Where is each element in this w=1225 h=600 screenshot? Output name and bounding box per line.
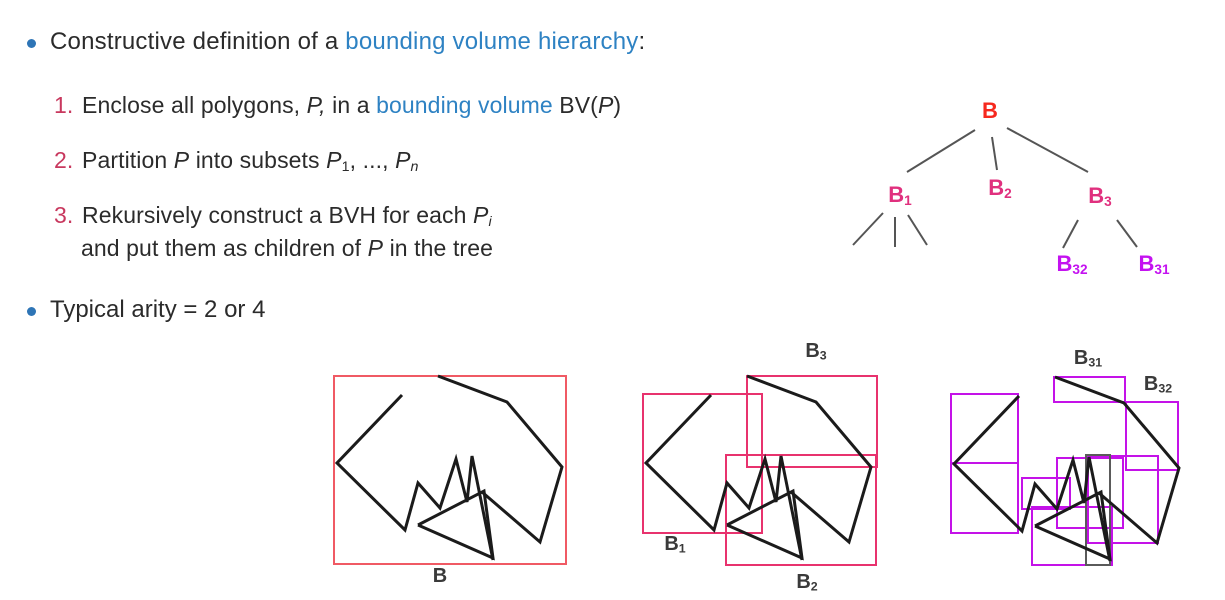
fig2-label-b1: $B_1$ bbox=[664, 533, 686, 556]
tree-node-b2: $B_2$ bbox=[988, 175, 1012, 201]
fig3-bounding-box bbox=[1126, 402, 1178, 470]
tree-edge bbox=[1063, 220, 1078, 248]
intro-highlight: bounding volume hierarchy bbox=[345, 28, 639, 55]
fig3-polygon-outline bbox=[1055, 377, 1179, 543]
fig3-bounding-box bbox=[1032, 507, 1112, 565]
tree-edge bbox=[908, 215, 927, 245]
fig2-polygon-outline bbox=[727, 491, 802, 558]
bullet-icon bbox=[27, 307, 36, 316]
fig3-label-b31: $B_{31}$ bbox=[1073, 347, 1103, 370]
fig3-polygon-outline bbox=[954, 396, 1110, 561]
step-2-number: 2. bbox=[54, 147, 74, 173]
step-2: 2. Partition P into subsets $P_1$, ..., $P_n$ bbox=[54, 147, 419, 176]
fig3-bounding-box bbox=[1057, 458, 1123, 528]
step-1-var-p2: P bbox=[597, 92, 614, 118]
fig1-label-b: B bbox=[432, 565, 448, 587]
fig3-label-b32: $B_{32}$ bbox=[1143, 373, 1173, 396]
tree-node-b3: $B_3$ bbox=[1088, 183, 1112, 209]
step-1-number: 1. bbox=[54, 92, 74, 118]
step-3-line2: and put them as children of P in the tree bbox=[81, 235, 493, 261]
fig3-polygon-outline bbox=[1035, 492, 1110, 559]
tree-edge bbox=[1117, 220, 1137, 247]
fig1-polygon-outline bbox=[337, 395, 493, 560]
step-1-var-p: P, bbox=[306, 92, 326, 118]
step-3: 3. Rekursively construct a BVH for each $P_i$ bbox=[54, 202, 492, 231]
fig2-polygon-outline bbox=[747, 376, 871, 542]
fig3-bounding-box bbox=[1054, 377, 1125, 402]
tree-edge bbox=[853, 213, 883, 245]
fig2-label-b3: $B_3$ bbox=[805, 340, 827, 363]
tree-node-b31: $B_{31}$ bbox=[1138, 251, 1170, 277]
fig3-bounding-box bbox=[951, 463, 1018, 533]
intro-tail: : bbox=[638, 28, 646, 55]
fig1-polygon-outline bbox=[418, 491, 493, 558]
tree-edge bbox=[992, 137, 997, 170]
step-1: 1. Enclose all polygons, P, in a bounding volume BV(P) bbox=[54, 92, 622, 118]
bullet-icon bbox=[27, 39, 36, 48]
fig2-bounding-box bbox=[726, 455, 876, 565]
arity-text: Typical arity = 2 or 4 bbox=[50, 296, 266, 323]
fig3-bounding-box bbox=[1088, 456, 1158, 543]
fig3-bounding-box bbox=[1022, 478, 1070, 509]
step-1-highlight: bounding volume bbox=[376, 92, 553, 118]
intro-lead: Constructive definition of a bbox=[50, 28, 346, 55]
fig2-label-b2: $B_2$ bbox=[796, 571, 818, 594]
fig1-bounding-box bbox=[334, 376, 566, 564]
fig1-polygon-outline bbox=[438, 376, 562, 542]
step-2-text: Partition bbox=[82, 147, 174, 173]
fig2-bounding-box bbox=[747, 376, 877, 467]
tree-node-b: B bbox=[982, 98, 998, 123]
tree-edge bbox=[907, 130, 975, 172]
step-3-number: 3. bbox=[54, 202, 74, 228]
step-3-text: Rekursively construct a BVH for each bbox=[82, 202, 474, 228]
fig1-group bbox=[334, 376, 566, 564]
tree-edge bbox=[1007, 128, 1088, 172]
arity-line bbox=[50, 296, 265, 324]
step-1-text: Enclose all polygons, bbox=[82, 92, 307, 118]
fig3-group bbox=[951, 377, 1179, 565]
fig3-bounding-box bbox=[1086, 455, 1110, 565]
tree-node-b32: $B_{32}$ bbox=[1056, 251, 1088, 277]
fig2-bounding-box bbox=[643, 394, 762, 533]
tree-node-b1: $B_1$ bbox=[888, 182, 912, 208]
intro-line bbox=[50, 28, 645, 56]
fig3-bounding-box bbox=[951, 394, 1018, 463]
